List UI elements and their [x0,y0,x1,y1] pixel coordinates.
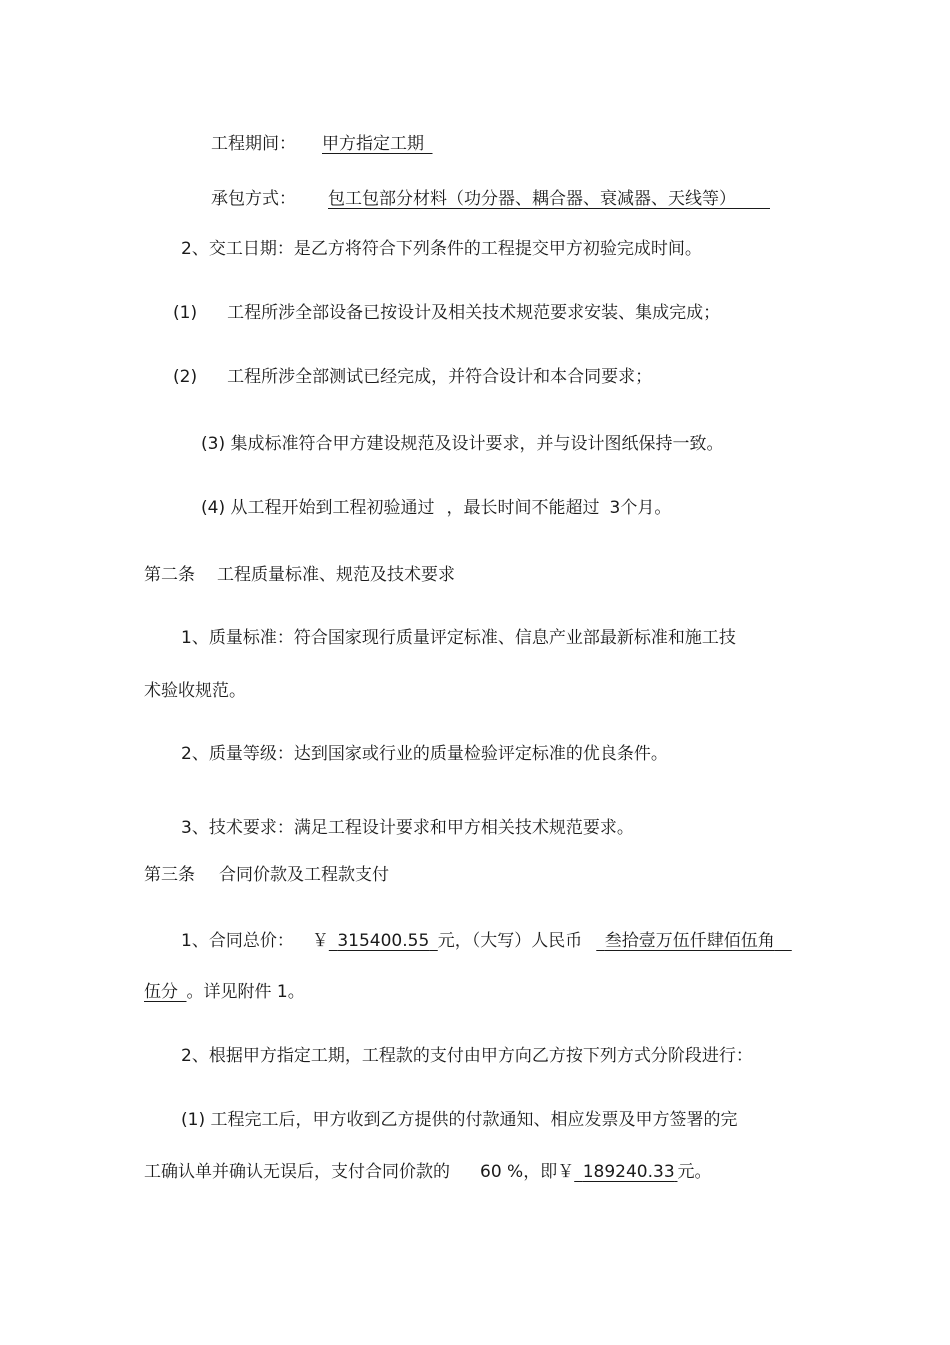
contract-price-line-1 [181,929,792,953]
payment-stage-1-line-1: (1) 工程完工后，甲方收到乙方提供的付款通知、相应发票及甲方签署的完 [181,1110,738,1130]
article-title: 合同价款及工程款支付 [219,865,389,885]
article-3-title [144,863,389,887]
price-unit-text: 元，（大写）人民币 [437,931,583,951]
contract-amount: 315400.55 [337,931,430,951]
delivery-item-2 [173,365,652,389]
item-number: (2) [173,367,198,387]
payment-amount: 189240.33 [582,1162,675,1182]
project-period-line [211,132,433,156]
item-number: (4) [201,498,226,518]
contract-price-line-2 [144,980,305,1004]
delivery-item-4 [201,496,671,520]
item-text: 工程所涉全部测试已经完成，并符合设计和本合同要求； [227,367,653,387]
payment-suffix: 元。 [677,1162,712,1182]
item-text: 工程所涉全部设备已按设计及相关技术规范要求安装、集成完成； [227,303,721,323]
item-number: (3) [201,434,226,454]
delivery-heading: 2、交工日期：是乙方将符合下列条件的工程提交甲方初验完成时间。 [181,239,702,259]
article-2-title [144,563,455,587]
article-number: 第三条 [144,865,195,885]
article-title: 工程质量标准、规范及技术要求 [217,565,455,585]
delivery-item-1 [173,301,720,325]
quality-grade: 2、质量等级：达到国家或行业的质量检验评定标准的优良条件。 [181,744,668,764]
payment-percent: 60 %，即￥ [480,1162,575,1182]
contract-mode-label: 承包方式： [211,189,296,209]
article-number: 第二条 [144,565,195,585]
quality-standard-line-1: 1、质量标准：符合国家现行质量评定标准、信息产业部最新标准和施工技 [181,628,736,648]
contract-mode-value: 包工包部分材料（功分器、耦合器、衰减器、天线等） [328,189,736,209]
price-prefix: 1、合同总价： [181,931,294,951]
item-number: (1) [173,303,198,323]
amount-in-words-cont: 伍分 [144,982,178,1002]
payment-method: 2、根据甲方指定工期，工程款的支付由甲方向乙方按下列方式分阶段进行： [181,1046,753,1066]
payment-text: 工确认单并确认无误后，支付合同价款的 [144,1162,450,1182]
price-suffix: 。详见附件 1。 [186,982,305,1002]
currency-symbol: ￥ [311,931,329,951]
item-text-b: ，最长时间不能超过 [446,498,600,518]
delivery-item-3 [201,432,724,456]
project-period-label: 工程期间： [211,134,296,154]
item-text: 集成标准符合甲方建设规范及设计要求，并与设计图纸保持一致。 [230,434,724,454]
item-text-a: 从工程开始到工程初验通过 [230,498,435,518]
item-text-c: 3个月。 [609,498,672,518]
quality-standard-line-2: 术验收规范。 [144,681,246,701]
project-period-value: 甲方指定工期 [322,134,424,154]
technical-requirements: 3、技术要求：满足工程设计要求和甲方相关技术规范要求。 [181,818,634,838]
payment-stage-1-line-2 [144,1160,711,1184]
amount-in-words: 叁拾壹万伍仟肆佰伍角 [604,931,775,951]
contract-mode-line [211,187,770,211]
